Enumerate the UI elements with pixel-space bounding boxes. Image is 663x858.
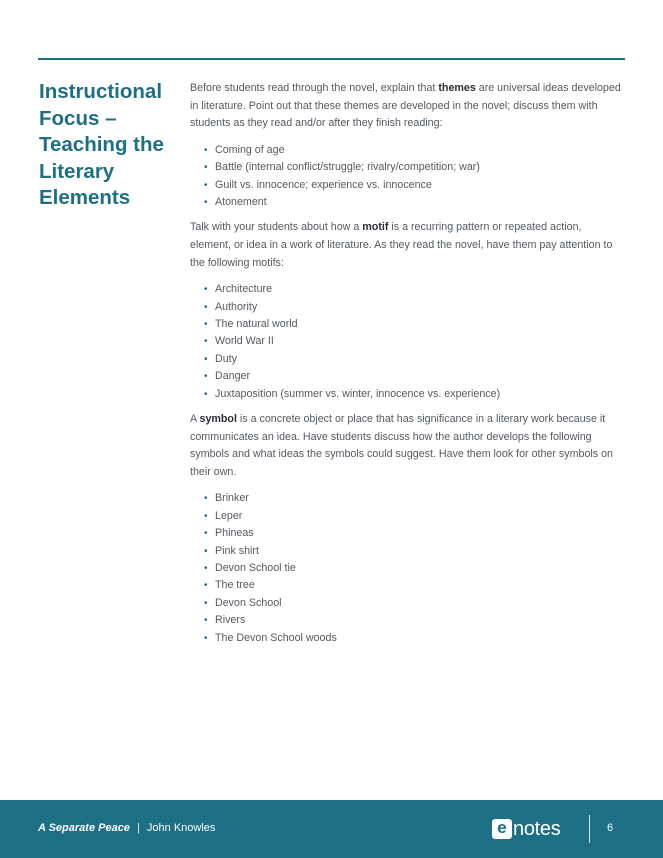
list-item bbox=[190, 543, 622, 560]
book-title: A Separate Peace bbox=[38, 822, 130, 834]
enotes-logo-text: notes bbox=[513, 817, 561, 840]
list-item bbox=[190, 142, 622, 159]
heading-line: Instructional bbox=[39, 80, 163, 103]
list-item-text: Leper bbox=[215, 509, 243, 522]
list-item-text: Architecture bbox=[215, 283, 273, 296]
bullet-icon: • bbox=[204, 319, 208, 330]
footer-citation bbox=[38, 822, 215, 834]
bullet-icon: • bbox=[204, 301, 208, 313]
list-item bbox=[190, 333, 622, 350]
bullet-icon: • bbox=[204, 510, 208, 522]
list-item-text: Danger bbox=[215, 370, 251, 383]
list-item-text: The Devon School woods bbox=[215, 631, 337, 644]
bullet-icon: • bbox=[204, 597, 208, 609]
list-item-text: Brinker bbox=[215, 492, 249, 505]
enotes-logo-mark: e bbox=[492, 819, 512, 839]
bullet-icon: • bbox=[204, 563, 208, 575]
author-name: John Knowles bbox=[146, 822, 216, 834]
bullet-icon: • bbox=[204, 545, 208, 557]
bullet-icon: • bbox=[204, 493, 208, 505]
bullet-icon: • bbox=[204, 197, 208, 208]
heading-line: Teaching the bbox=[39, 133, 164, 156]
list-item-text: Guilt vs. innocence; experience vs. innocence bbox=[215, 178, 432, 191]
list-item bbox=[190, 490, 622, 507]
list-item bbox=[190, 351, 622, 368]
motifs-list bbox=[190, 281, 622, 403]
list-item bbox=[190, 630, 622, 647]
list-item bbox=[190, 508, 622, 525]
list-item bbox=[190, 281, 622, 298]
list-item bbox=[190, 612, 622, 629]
bullet-icon: • bbox=[204, 179, 208, 191]
list-item-text: Devon School bbox=[215, 596, 282, 609]
list-item-text: Pink shirt bbox=[215, 544, 259, 557]
bullet-icon: • bbox=[204, 615, 208, 627]
page-number: 6 bbox=[607, 822, 614, 834]
list-item-text: Duty bbox=[215, 352, 237, 365]
themes-list bbox=[190, 142, 622, 212]
main-content bbox=[190, 80, 622, 655]
symbol-keyword: symbol bbox=[199, 413, 237, 426]
list-item bbox=[190, 525, 622, 542]
footer-separator: | bbox=[137, 822, 140, 834]
bullet-icon: • bbox=[204, 580, 208, 592]
list-item bbox=[190, 386, 622, 403]
symbol-intro-paragraph: A symbol is a concrete object or place that has significance in a literary work because it communicates an idea. Have students discuss how the author develops the following symbols and what ideas the symbols could suggest. Have them look for other symbols on their own. bbox=[190, 413, 613, 478]
list-item bbox=[190, 194, 622, 211]
bullet-icon: • bbox=[204, 353, 208, 365]
list-item-text: Atonement bbox=[215, 196, 267, 208]
section-heading bbox=[39, 79, 184, 212]
footer-divider bbox=[589, 815, 590, 843]
bullet-icon: • bbox=[204, 388, 208, 400]
symbols-list bbox=[190, 490, 622, 647]
list-item bbox=[190, 560, 622, 577]
heading-line: Elements bbox=[39, 186, 131, 209]
list-item bbox=[190, 368, 622, 385]
list-item bbox=[190, 159, 622, 176]
list-item-text: Authority bbox=[215, 300, 258, 313]
list-item-text: Phineas bbox=[215, 527, 254, 540]
bullet-icon: • bbox=[204, 632, 208, 644]
list-item-text: Rivers bbox=[215, 614, 246, 627]
list-item-text: Devon School tie bbox=[215, 562, 296, 575]
list-item bbox=[190, 595, 622, 612]
list-item bbox=[190, 177, 622, 194]
list-item bbox=[190, 316, 622, 333]
top-rule bbox=[38, 58, 625, 60]
list-item bbox=[190, 299, 622, 316]
list-item-text: Juxtaposition (summer vs. winter, innocence vs. experience) bbox=[215, 387, 501, 400]
heading-line: Focus – bbox=[39, 106, 117, 130]
list-item-text: The tree bbox=[215, 579, 255, 592]
motif-keyword: motif bbox=[362, 221, 389, 234]
bullet-icon: • bbox=[204, 336, 208, 348]
list-item-text: Battle (internal conflict/struggle; rivalry/competition; war) bbox=[215, 161, 480, 174]
bullet-icon: • bbox=[204, 284, 208, 296]
page-footer bbox=[0, 800, 663, 858]
list-item-text: Coming of age bbox=[215, 143, 285, 156]
list-item-text: The natural world bbox=[215, 318, 298, 330]
enotes-logo[interactable] bbox=[492, 817, 560, 841]
themes-intro-paragraph: Before students read through the novel, explain that themes are universal ideas developed in literature. Point out that these themes are developed in the novel; discuss them with students as they read and/or after they finish reading: bbox=[190, 82, 621, 130]
motif-intro-paragraph: Talk with your students about how a motif is a recurring pattern or repeated action, element, or idea in a work of literature. As they read the novel, have them pay attention to the following motifs: bbox=[190, 221, 613, 269]
bullet-icon: • bbox=[204, 371, 208, 383]
bullet-icon: • bbox=[204, 162, 208, 174]
themes-keyword: themes bbox=[438, 82, 476, 94]
bullet-icon: • bbox=[204, 144, 208, 156]
list-item-text: World War II bbox=[215, 335, 274, 348]
list-item bbox=[190, 577, 622, 594]
bullet-icon: • bbox=[204, 528, 208, 540]
heading-line: Literary bbox=[39, 159, 115, 183]
